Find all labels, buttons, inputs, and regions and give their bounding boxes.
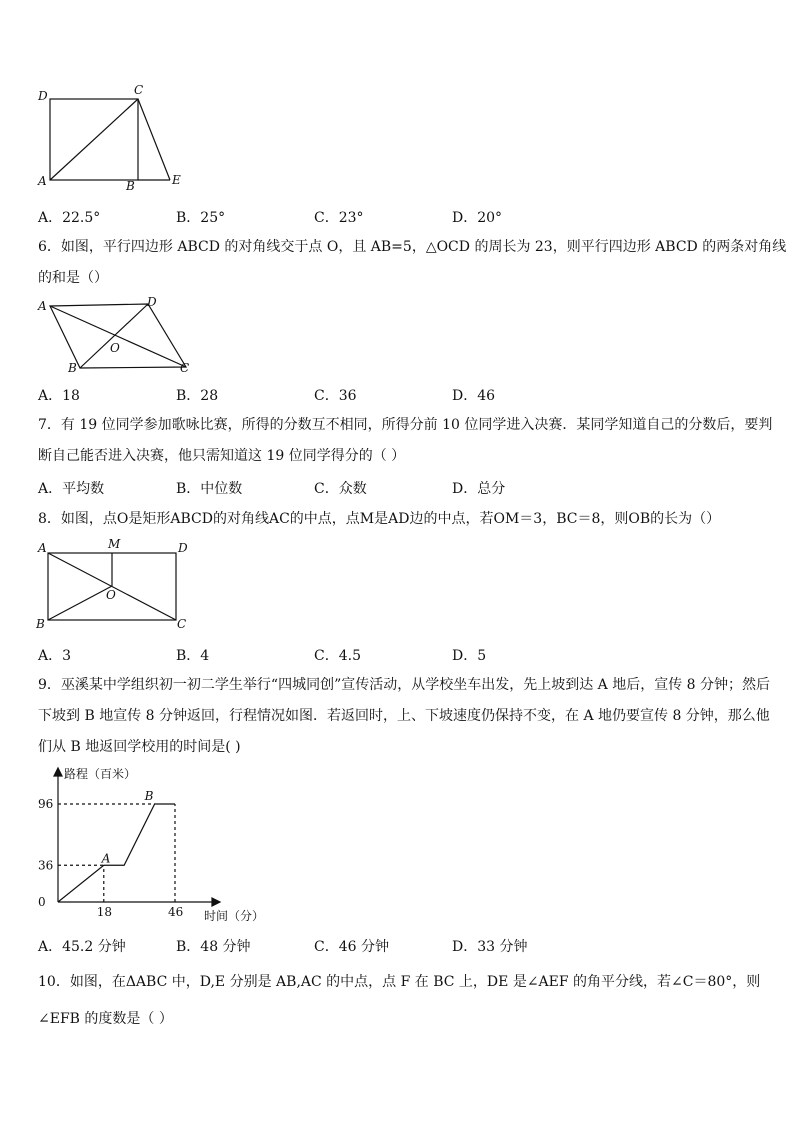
q6-label-a: A	[38, 299, 47, 313]
q8-label-d: D	[178, 541, 188, 555]
q5-diagonal-ac	[50, 99, 138, 180]
q9-y-tick-0: 0	[38, 895, 46, 909]
q6-option-c[interactable]: C．36	[314, 388, 357, 404]
q8-segment-bo	[48, 586, 112, 620]
q9-distance-line	[58, 804, 175, 902]
q6-diagonal-bd	[80, 304, 148, 368]
q9-text-line1: 9．巫溪某中学组织初一初二学生举行“四城同创”宣传活动，从学校坐车出发，先上坡到达 A 地后，宣传 8 分钟；然后	[38, 677, 771, 693]
q8-option-a[interactable]: A．3	[38, 648, 72, 664]
q5-figure	[30, 78, 200, 193]
q9-x-axis-arrow	[212, 898, 220, 906]
q8-text-line1: 8．如图，点O是矩形ABCD的对角线AC的中点，点M是AD边的中点，若OM＝3，BC＝8，则OB的长为（）	[38, 511, 721, 527]
q10-text-line2: ∠EFB 的度数是（ ）	[38, 1011, 173, 1027]
q5-label-d: D	[38, 89, 48, 103]
q5-label-c: C	[134, 83, 144, 97]
q6-label-d: D	[147, 295, 157, 309]
q5-label-a: A	[38, 174, 47, 188]
q5-option-b[interactable]: B．25°	[176, 210, 226, 226]
q9-option-c[interactable]: C．46 分钟	[314, 939, 389, 955]
q7-text-line2: 断自己能否进入决赛，他只需知道这 19 位同学得分的（ ）	[38, 448, 406, 464]
q6-label-b: B	[68, 361, 77, 375]
q7-option-b[interactable]: B．中位数	[176, 481, 243, 497]
q9-option-b[interactable]: B．48 分钟	[176, 939, 251, 955]
q5-segment-ce	[138, 99, 170, 180]
q5-option-a[interactable]: A．22.5°	[38, 210, 101, 226]
q9-text-line2: 下坡到 B 地宣传 8 分钟返回，行程情况如图．若返回时，上、下坡速度仍保持不变，在 A 地仍要宣传 8 分钟，那么他	[38, 708, 770, 724]
q8-option-b[interactable]: B．4	[176, 648, 210, 664]
q9-y-tick-36: 36	[38, 858, 54, 873]
q9-x-tick-18: 18	[96, 905, 113, 919]
q9-option-d[interactable]: D．33 分钟	[452, 939, 528, 955]
q8-label-o: O	[106, 588, 116, 602]
q9-option-a[interactable]: A．45.2 分钟	[38, 939, 126, 955]
q5-option-c[interactable]: C．23°	[314, 210, 364, 226]
q7-option-a[interactable]: A．平均数	[38, 481, 105, 497]
q6-figure	[30, 292, 200, 377]
q7-text-line1: 7．有 19 位同学参加歌咏比赛，所得的分数互不相同，所得分前 10 位同学进入决赛．某同学知道自己的分数后，要判	[38, 417, 773, 433]
q7-option-d[interactable]: D．总分	[452, 481, 506, 497]
q6-label-c: C	[180, 361, 190, 375]
q9-text-line3: 们从 B 地返回学校用的时间是( )	[38, 739, 241, 755]
q5-label-b: B	[126, 179, 135, 193]
q10-text-line1: 10．如图，在ΔABC 中，D,E 分别是 AB,AC 的中点，点 F 在 BC 上，DE 是∠AEF 的角平分线，若∠C＝80°，则	[38, 974, 761, 990]
q6-option-d[interactable]: D．46	[452, 388, 496, 404]
q8-label-m: M	[108, 537, 121, 551]
q6-text-line1: 6．如图，平行四边形 ABCD 的对角线交于点 O，且 AB=5，△OCD 的周长为 23，则平行四边形 ABCD 的两条对角线	[38, 239, 787, 255]
q6-label-o: O	[110, 341, 120, 355]
q5-label-e: E	[172, 173, 181, 187]
q5-option-d[interactable]: D．20°	[452, 210, 503, 226]
q6-diagonal-ac	[50, 306, 186, 367]
q7-option-c[interactable]: C．众数	[314, 481, 367, 497]
q9-x-axis-label: 时间（分）	[204, 909, 265, 923]
q6-option-b[interactable]: B．28	[176, 388, 219, 404]
q8-figure	[30, 535, 200, 635]
q6-option-a[interactable]: A．18	[38, 388, 80, 404]
q8-label-b: B	[36, 617, 45, 631]
q8-option-c[interactable]: C．4.5	[314, 648, 361, 664]
q9-y-tick-96: 96	[38, 797, 54, 811]
q9-y-axis-arrow	[54, 768, 62, 776]
q9-x-tick-46: 46	[168, 905, 184, 919]
q9-point-label-a: A	[101, 851, 111, 866]
q8-label-a: A	[38, 541, 47, 555]
q8-option-d[interactable]: D．5	[452, 648, 487, 664]
q8-label-c: C	[177, 617, 187, 631]
q9-point-label-b: B	[144, 789, 154, 803]
q9-y-axis-label: 路程（百米）	[64, 767, 137, 781]
q6-text-line2: 的和是（）	[38, 270, 108, 286]
q9-chart	[30, 762, 280, 927]
